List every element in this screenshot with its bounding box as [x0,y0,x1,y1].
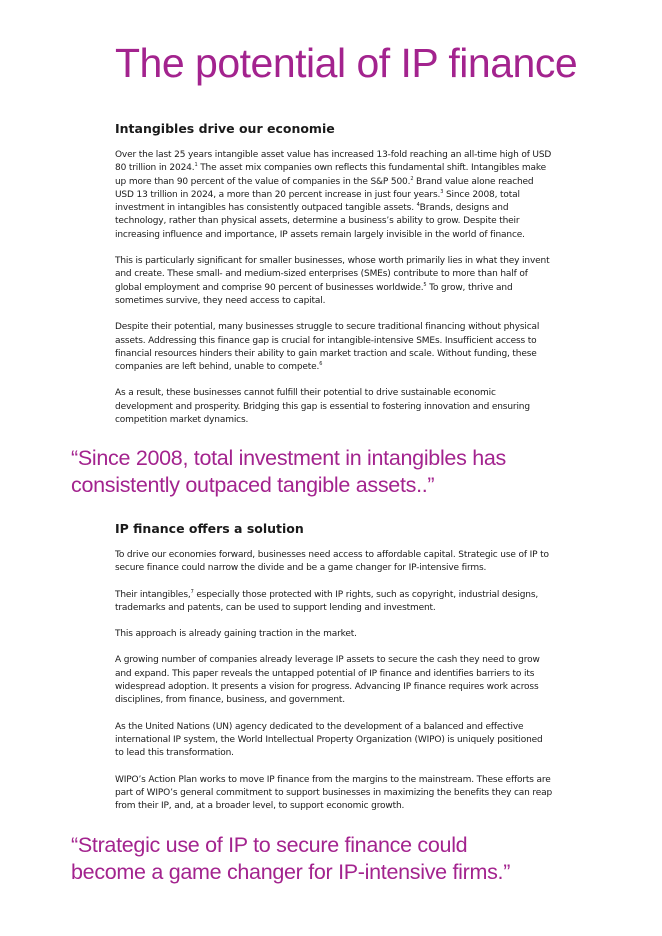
paragraph: This is particularly significant for smaller businesses, whose worth primarily lies in what they invent and create. These small- and medium-sized enterprises (SMEs) contribute to more than half of global employment and comprise 90 percent of businesses worldwide.$^5$ To grow, thrive and sometimes survive, they need access to capital. [115,256,550,306]
pull-quote-line: consistently outpaced tangible assets..” [71,473,435,497]
footnote-ref[interactable]: 6 [319,361,323,368]
paragraph: A growing number of companies already leverage IP assets to secure the cash they need to grow and expand. This paper reveals the untapped potential of IP finance and identifies barriers to its widespread adoption. It presents a vision for progress. Advancing IP finance requires work across disciplines, from finance, business, and government. [115,655,540,706]
pull-quote [71,832,510,886]
section-heading: Intangibles drive our economie [115,121,335,136]
page-title: The potential of IP finance [115,40,578,86]
paragraph: WIPO’s Action Plan works to move IP finance from the margins to the mainstream. These efforts are part of WIPO’s general commitment to support businesses in maximizing the benefits they can reap from their IP, and, at a broader level, to support economic growth. [115,774,553,812]
pull-quote-line: “Since 2008, total investment in intangibles has [71,446,506,470]
footnote-ref[interactable]: 2 [410,175,414,182]
paragraph: Over the last 25 years intangible asset value has increased 13-fold reaching an all-time high of USD 80 trillion in 2024.$^1$ The asset mix companies own reflects this fundamental shift. Intangibles make up more than 90 percent of the value of companies in the S&P 500.$^2$ Brand value alone reached USD 13 trillion in 2024, a more than 20 percent increase in just four years.$^3$ Since 2008, total investment in intangibles has consistently outpaced tangible assets. $^4$Brands, designs and technology, rather than physical assets, determine a business’s ability to grow. Despite their increasing influence and importance, IP assets remain largely invisible in the world of finance. [115,150,552,240]
footnote-ref[interactable]: 3 [440,188,444,195]
paragraph: Despite their potential, many businesses struggle to secure traditional financing without physical assets. Addressing this finance gap is crucial for intangible-intensive SMEs. Insufficient access to financial resources hinders their ability to gain market traction and scale. Without funding, these companies are left behind, unable to compete.$^6$ [115,322,540,373]
section-heading: IP finance offers a solution [115,521,304,536]
paragraph: This approach is already gaining traction in the market. [115,629,357,640]
paragraph: As a result, these businesses cannot fulfill their potential to drive sustainable economic development and prosperity. Bridging this gap is essential to fostering innovation and ensuring competition market dynamics. [115,388,530,426]
pull-quote [71,445,506,499]
pull-quote-line: become a game changer for IP-intensive firms.” [71,860,511,884]
paragraph: Their intangibles,$^7$ especially those protected with IP rights, such as copyright, industrial designs, trademarks and patents, can be used to support lending and investment. [115,588,539,613]
footnote-ref[interactable]: 4 [416,202,420,209]
paragraph: As the United Nations (UN) agency dedicated to the development of a balanced and effective international IP system, the World Intellectual Property Organization (WIPO) is uniquely positioned to lead this transformation. [115,721,543,759]
section-ip-finance [115,521,553,826]
footnote-ref[interactable]: 5 [423,281,427,288]
paragraph: To drive our economies forward, businesses need access to affordable capital. Strategic use of IP to secure finance could narrow the divide and be a game changer for IP-intensive firms. [115,550,549,574]
pull-quote-line: “Strategic use of IP to secure finance could [71,833,468,857]
footnote-ref[interactable]: 7 [190,588,194,595]
section-intangibles [115,121,553,440]
footnote-ref[interactable]: 1 [194,162,198,169]
